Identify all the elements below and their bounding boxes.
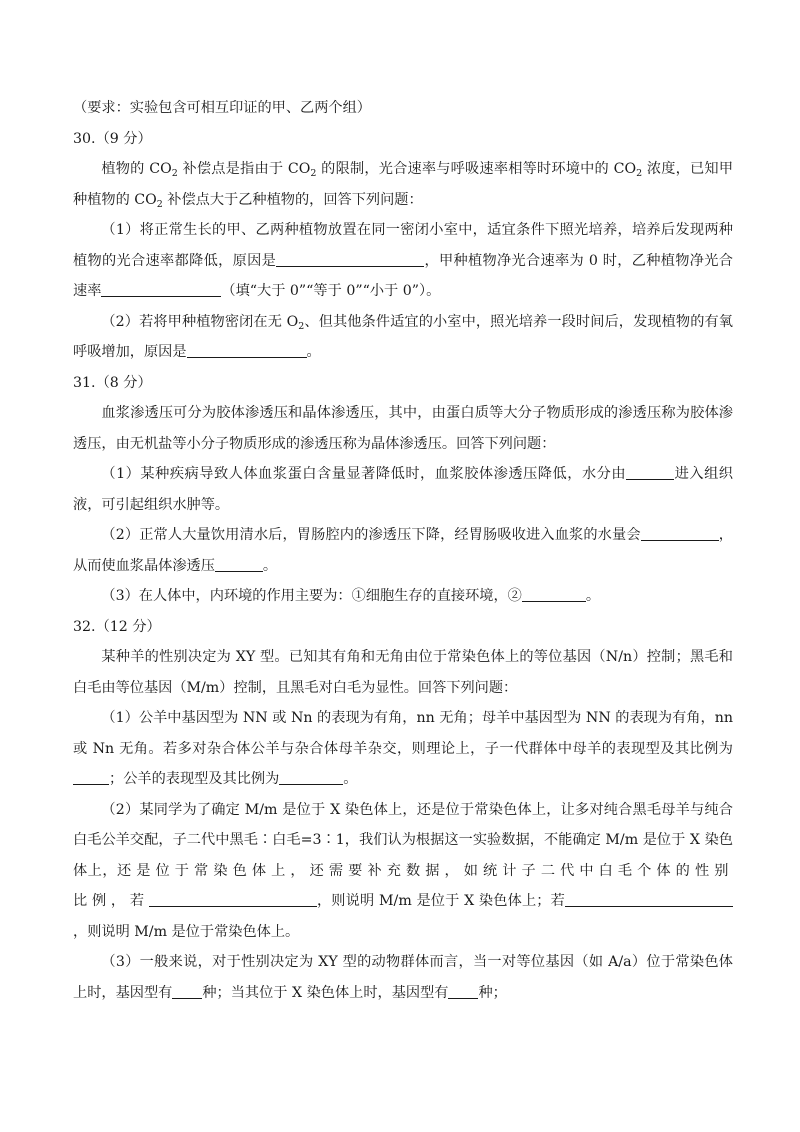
- answer-blank[interactable]: [448, 983, 478, 999]
- exam-page: [73, 93, 733, 1008]
- question-30-intro: 植物的 $CO_2$ 补偿点是指由于 $CO_2$ 的限制，光合速率与呼吸速率相等时环境中的 $CO_2$ 浓度，已知甲种植物的 $CO_2$ 补偿点大于乙种植物的，回答下列问题：: [73, 161, 734, 210]
- question-31-part-1: （1）某种疾病导致人体血浆蛋白含量显著降低时，血浆胶体渗透压降低，水分由 进入组织液，可引起组织水肿等。: [73, 466, 733, 513]
- question-31-intro: 血浆渗透压可分为胶体渗透压和晶体渗透压，其中，由蛋白质等大分子物质形成的渗透压称为胶体渗透压，由无机盐等小分子物质形成的渗透压称为晶体渗透压。回答下列问题：: [73, 405, 733, 452]
- answer-blank[interactable]: [215, 556, 263, 572]
- requirement-note: （要求：实验包含可相互印证的甲、乙两个组）: [73, 100, 371, 116]
- answer-blank[interactable]: [149, 891, 317, 907]
- answer-blank[interactable]: [565, 891, 733, 907]
- question-30-part-1: （1）将正常生长的甲、乙两种植物放置在同一密闭小室中，适宜条件下照光培养，培养后发现两种植物的光合速率都降低，原因是 ，甲种植物净光合速率为 0 时，乙种植物净光合速率 （填“大于 0”“等于 0”“小于 0”）。: [73, 222, 733, 299]
- question-30-part-2: （2）若将甲种植物密闭在无 $O_2$、但其他条件适宜的小室中，照光培养一段时间后，发现植物的有氧呼吸增加，原因是 。: [73, 313, 733, 360]
- question-30-header: 30.（9 分）: [73, 130, 152, 147]
- question-32-part-1: （1）公羊中基因型为 NN 或 Nn 的表现为有角，nn 无角；母羊中基因型为 NN 的表现为有角，nn 或 Nn 无角。若多对杂合体公羊与杂合体母羊杂交，则理论上，子一代群体中母羊的表现型及其比例为；公羊的表现型及其比例为 。: [73, 710, 733, 787]
- answer-blank[interactable]: [279, 769, 343, 785]
- question-32-part-3: （3）一般来说，对于性别决定为 XY 型的动物群体而言，当一对等位基因（如 A/a）位于常染色体上时，基因型有 种；当其位于 X 染色体上时，基因型有 种；: [73, 954, 733, 1001]
- answer-blank[interactable]: [187, 342, 307, 358]
- answer-blank[interactable]: [172, 983, 202, 999]
- question-32-part-2: （2）某同学为了确定 M/m 是位于 X 染色体上，还是位于常染色体上，让多对纯合黑毛母羊与纯合白毛公羊交配，子二代中黑毛∶白毛=3∶1，我们认为根据这一实验数据，不能确定 M/m 是位于 X 染色体上，还是位于常染色体上，还需要补充数据，如统计子二代中白毛个体的性别比例，若 ，则说明 M/m 是位于 X 染色体上；若，则说明 M/m 是位于常染色体上。: [73, 801, 733, 940]
- answer-blank[interactable]: [641, 525, 719, 541]
- question-31-header: 31.（8 分）: [73, 374, 152, 391]
- question-32-header: 32.（12 分）: [73, 618, 161, 635]
- answer-blank[interactable]: [73, 769, 109, 785]
- answer-blank[interactable]: [101, 281, 221, 297]
- answer-blank[interactable]: [522, 586, 586, 602]
- answer-blank[interactable]: [626, 464, 674, 480]
- question-32-intro: 某种羊的性别决定为 XY 型。已知其有角和无角由位于常染色体上的等位基因（N/n）控制；黑毛和白毛由等位基因（M/m）控制，且黑毛对白毛为显性。回答下列问题：: [73, 649, 733, 696]
- question-31-part-2: （2）正常人大量饮用清水后，胃肠腔内的渗透压下降，经胃肠吸收进入血浆的水量会 ，从而使血浆晶体渗透压 。: [73, 527, 733, 574]
- question-31-part-3: （3）在人体中，内环境的作用主要为：①细胞生存的直接环境，② 。: [101, 588, 601, 604]
- answer-blank[interactable]: [276, 251, 424, 267]
